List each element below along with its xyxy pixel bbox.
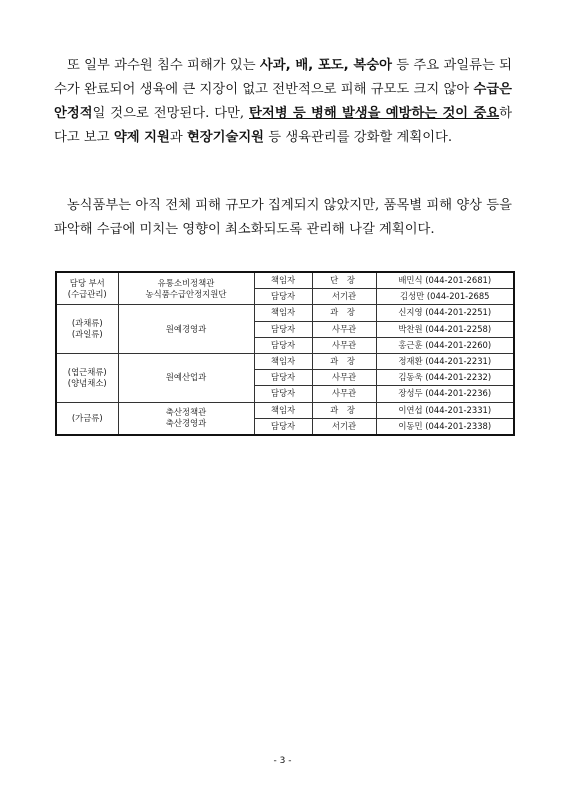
emphasis-fruits: 사과, 배, 포도, 복숭아 [259, 58, 392, 73]
role-cell: 담당자 [254, 337, 312, 353]
role-cell: 담당자 [254, 386, 312, 402]
title-cell: 과 장 [312, 402, 376, 418]
dept-name-cell [118, 272, 254, 305]
title-cell: 과 장 [312, 305, 376, 321]
dept-name: 축산정책관 [165, 407, 207, 418]
dept-name: 농식품수급안정지원단 [145, 288, 227, 299]
role-cell: 책임자 [254, 402, 312, 418]
contact-cell: 이동민 (044-201-2338) [376, 418, 514, 435]
text-segment: 농식품부는 아직 전체 피해 규모가 집계되지 않았지만, 품목별 피해 양상 등을 파악해 수급에 미치는 영향이 최소화되도록 관리해 나갈 계획이다. [54, 198, 512, 237]
category-label: (양념채소) [67, 377, 107, 388]
table-row [56, 402, 514, 418]
dept-category-cell [56, 353, 118, 402]
page-number: - 3 - [273, 756, 292, 766]
dept-name: 축산경영과 [165, 418, 207, 429]
title-cell: 과 장 [312, 353, 376, 369]
table-row [56, 305, 514, 321]
title-cell: 사무관 [312, 386, 376, 402]
dept-category-cell [56, 305, 118, 354]
role-cell: 담당자 [254, 289, 312, 305]
contact-cell: 홍근훈 (044-201-2260) [376, 337, 514, 353]
header-label: 담당 부서 [69, 277, 105, 288]
dept-category-cell: (가금류) [56, 402, 118, 435]
dept-name-cell: 원예경영과 [118, 305, 254, 354]
contacts-table [55, 271, 515, 436]
dept-name-cell: 원예산업과 [118, 353, 254, 402]
dept-name-cell [118, 402, 254, 435]
title-cell: 사무관 [312, 337, 376, 353]
contact-cell: 장성두 (044-201-2236) [376, 386, 514, 402]
paragraph-orchard-damage [54, 54, 512, 150]
text-segment: 또 일부 과수원 침수 피해가 있는 [66, 58, 260, 73]
category-label: (엽근채류) [67, 366, 107, 377]
contact-cell: 박찬원 (044-201-2258) [376, 321, 514, 337]
contact-cell: 이연섭 (044-201-2331) [376, 402, 514, 418]
text-segment: 일 것으로 전망된다. 다만, [92, 106, 250, 121]
text-segment: 등 생육관리를 강화할 계획이다. [264, 130, 453, 145]
contact-cell: 김성만 (044-201-2685 [376, 289, 514, 305]
contact-cell: 정재환 (044-201-2231) [376, 353, 514, 369]
emphasis-disease-prevention: 탄저병 등 병해 발생을 예방하는 것이 중요 [249, 106, 500, 121]
role-cell: 책임자 [254, 305, 312, 321]
table-row [56, 353, 514, 369]
header-label: (수급관리) [67, 288, 107, 299]
role-cell: 책임자 [254, 272, 312, 289]
contact-cell: 배민식 (044-201-2681) [376, 272, 514, 289]
role-cell: 담당자 [254, 321, 312, 337]
emphasis-field-tech-support: 현장기술지원 [186, 130, 265, 145]
emphasis-chemical-support: 약제 지원 [113, 130, 170, 145]
category-label: (과채류) [71, 318, 103, 329]
title-cell: 서기관 [312, 418, 376, 435]
text-segment: 과 [169, 130, 187, 145]
text-segment: 하다고 보고 [54, 106, 512, 145]
role-cell: 책임자 [254, 353, 312, 369]
contact-cell: 김동욱 (044-201-2232) [376, 370, 514, 386]
role-cell: 담당자 [254, 418, 312, 435]
contact-cell: 신지영 (044-201-2251) [376, 305, 514, 321]
title-cell: 사무관 [312, 321, 376, 337]
title-cell: 서기관 [312, 289, 376, 305]
title-cell: 사무관 [312, 370, 376, 386]
title-cell: 단 장 [312, 272, 376, 289]
category-label: (과일류) [71, 329, 103, 340]
dept-name: 유통소비정책관 [157, 277, 215, 288]
paragraph-ministry-plan [54, 194, 512, 242]
role-cell: 담당자 [254, 370, 312, 386]
table-row [56, 272, 514, 289]
emphasis-supply-stable: 수급은 안정적 [54, 82, 512, 121]
dept-category-cell [56, 272, 118, 305]
text-segment: 등 주요 과일류는 되수가 완료되어 생육에 큰 지장이 없고 전반적으로 피해 규모도 크지 않아 [54, 58, 512, 97]
